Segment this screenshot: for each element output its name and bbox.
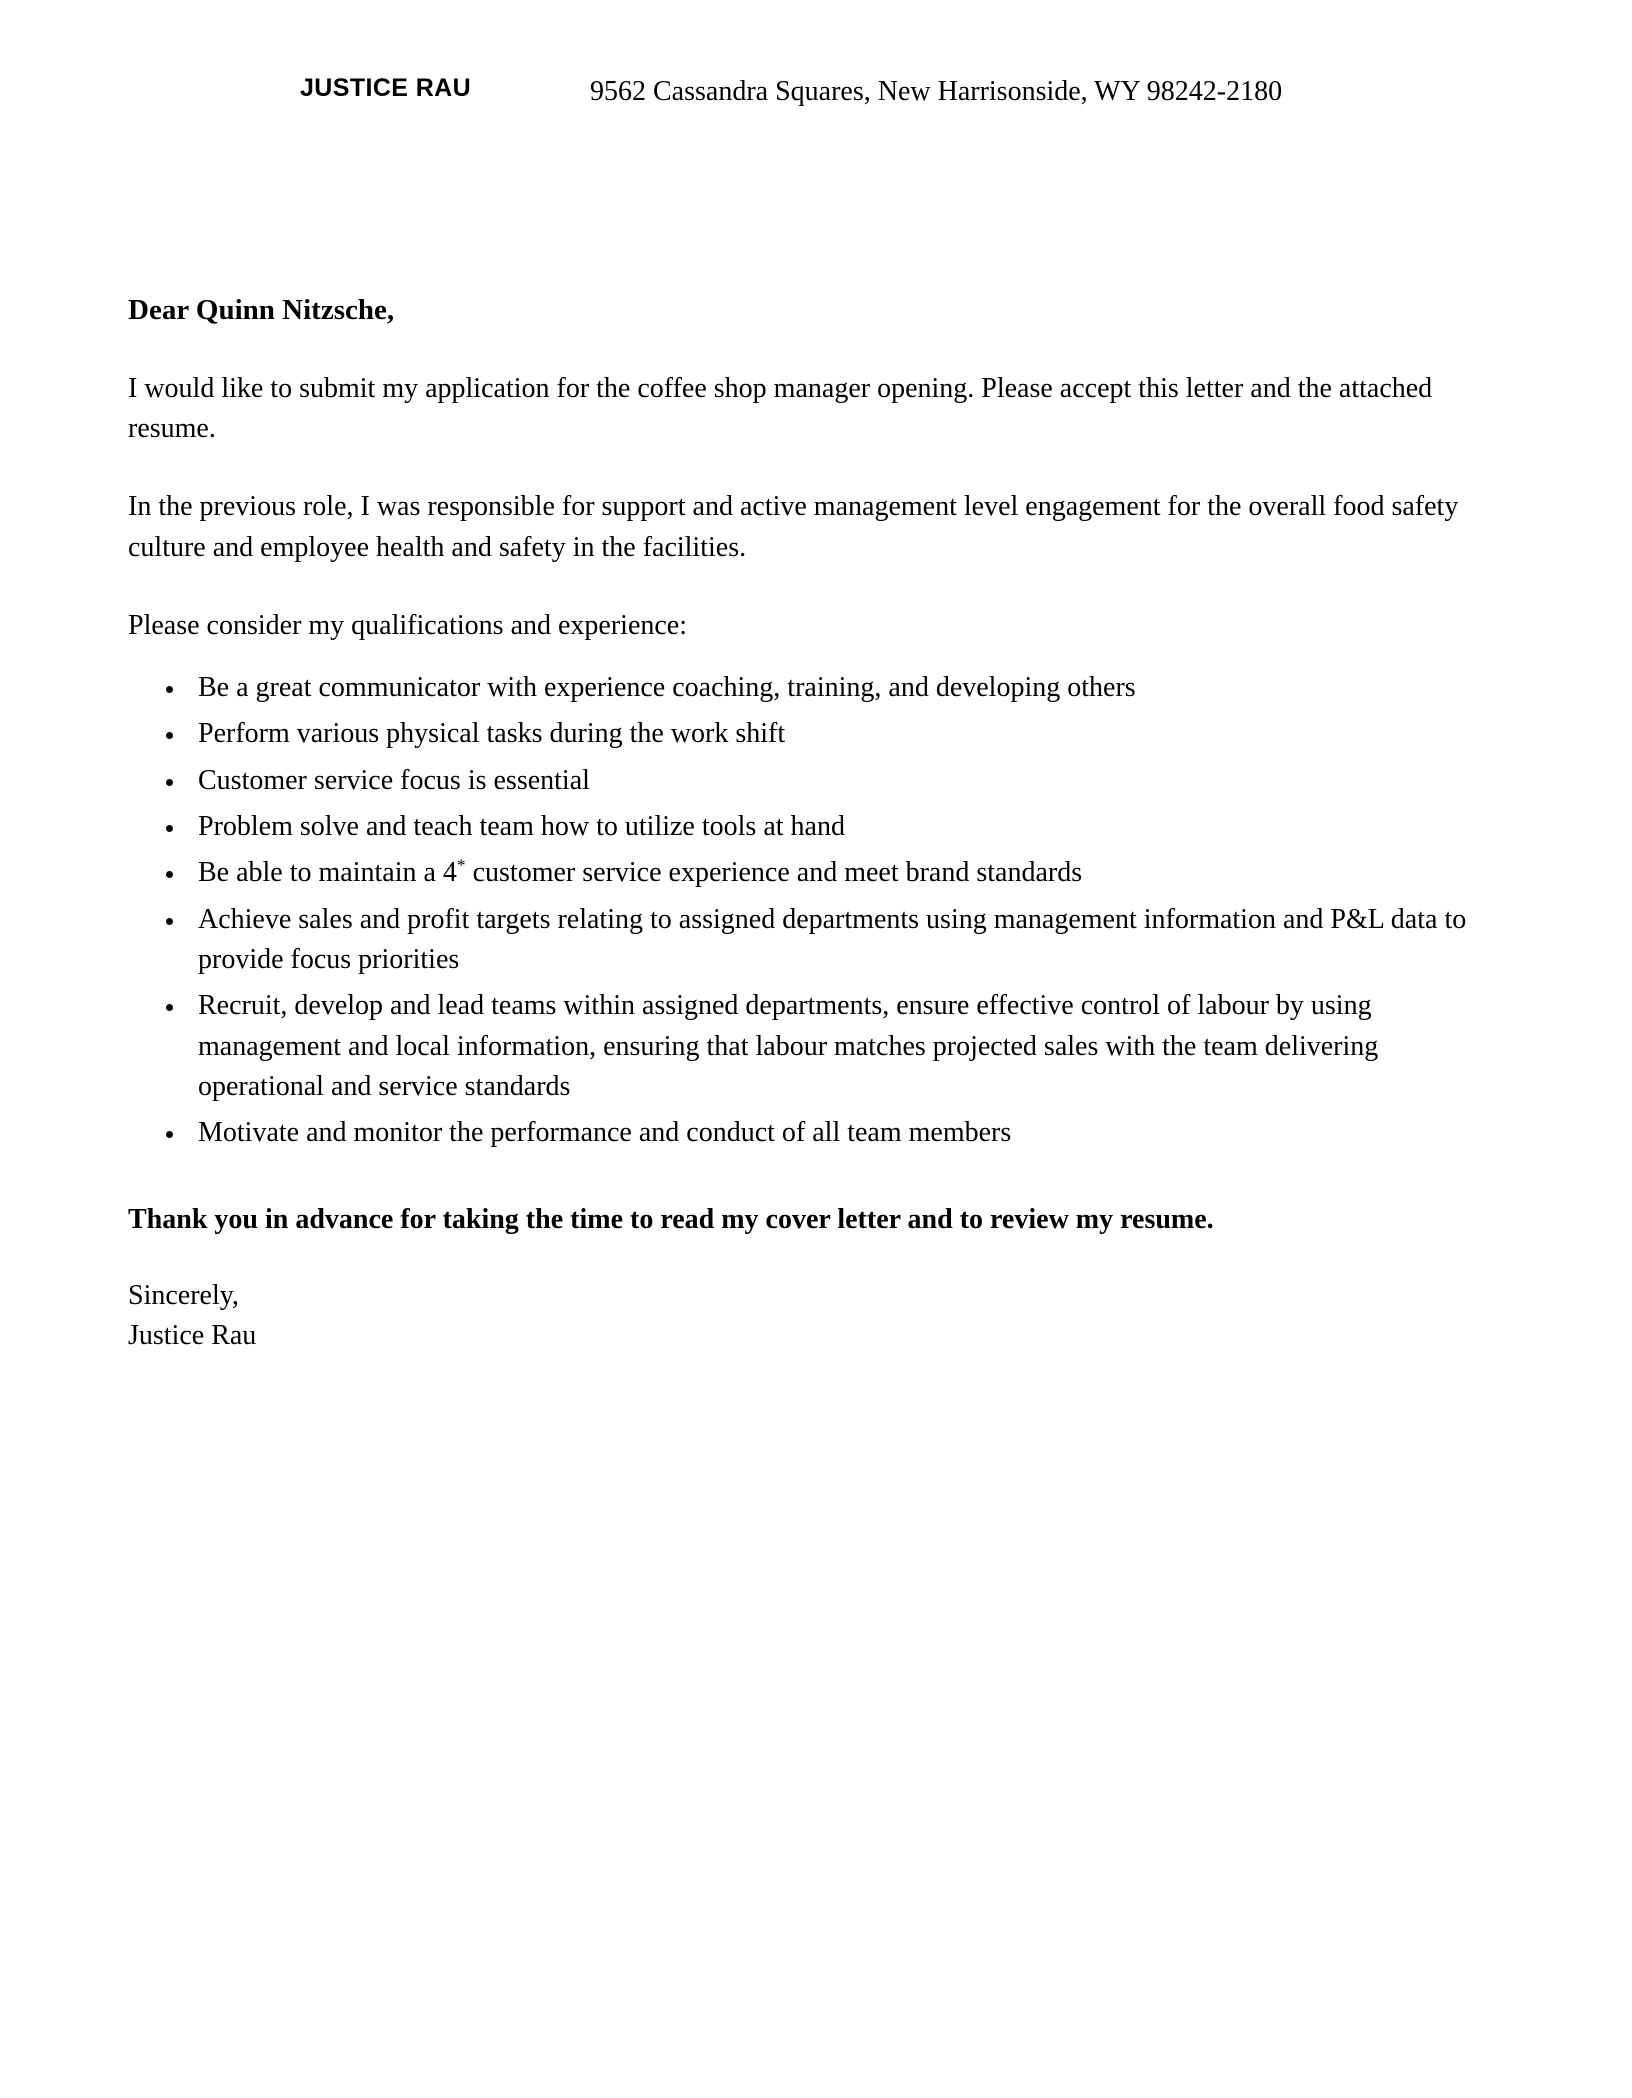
qualifications-list [128, 668, 1478, 1153]
list-item: • Be a great communicator with experience coaching, training, and developing others [186, 668, 1478, 708]
rating-text-before: Be able to maintain a 4 [198, 857, 457, 889]
signature-block [128, 1276, 1478, 1356]
list-item: • Problem solve and teach team how to utilize tools at hand [186, 807, 1478, 847]
signoff-closing: Sincerely, [128, 1279, 239, 1311]
list-item: • Customer service focus is essential [186, 761, 1478, 801]
list-item: • Recruit, develop and lead teams within assigned departments, ensure effective control of labour by using management and local information, ensuring that labour matches projected sales with the team delivering operational and service standards [186, 986, 1478, 1107]
letter-body [128, 290, 1478, 1355]
list-item: • Perform various physical tasks during the work shift [186, 714, 1478, 754]
salutation: Dear Quinn Nitzsche, [128, 294, 395, 326]
asterisk-icon: * [456, 856, 466, 876]
body-paragraph-2: In the previous role, I was responsible for support and active management level engagement for the overall food safety culture and employee health and safety in the facilities. [128, 491, 1459, 563]
qualifications-intro: Please consider my qualifications and experience: [128, 609, 688, 641]
signoff-name: Justice Rau [128, 1319, 257, 1351]
rating-text-after: customer service experience and meet brand standards [465, 857, 1083, 889]
list-item-rating [186, 853, 1478, 893]
letterhead [0, 72, 1632, 112]
body-paragraph-1: I would like to submit my application for the coffee shop manager opening. Please accept this letter and the attached resume. [128, 372, 1433, 444]
list-item: • Motivate and monitor the performance and conduct of all team members [186, 1113, 1478, 1153]
sender-address: 9562 Cassandra Squares, New Harrisonside, WY 98242-2180 [590, 76, 1283, 107]
closing-thanks: Thank you in advance for taking the time to read my cover letter and to review my resume. [128, 1203, 1214, 1235]
sender-name: JUSTICE RAU [300, 74, 472, 102]
list-item: • Achieve sales and profit targets relating to assigned departments using management information and P&L data to provide focus priorities [186, 900, 1478, 981]
